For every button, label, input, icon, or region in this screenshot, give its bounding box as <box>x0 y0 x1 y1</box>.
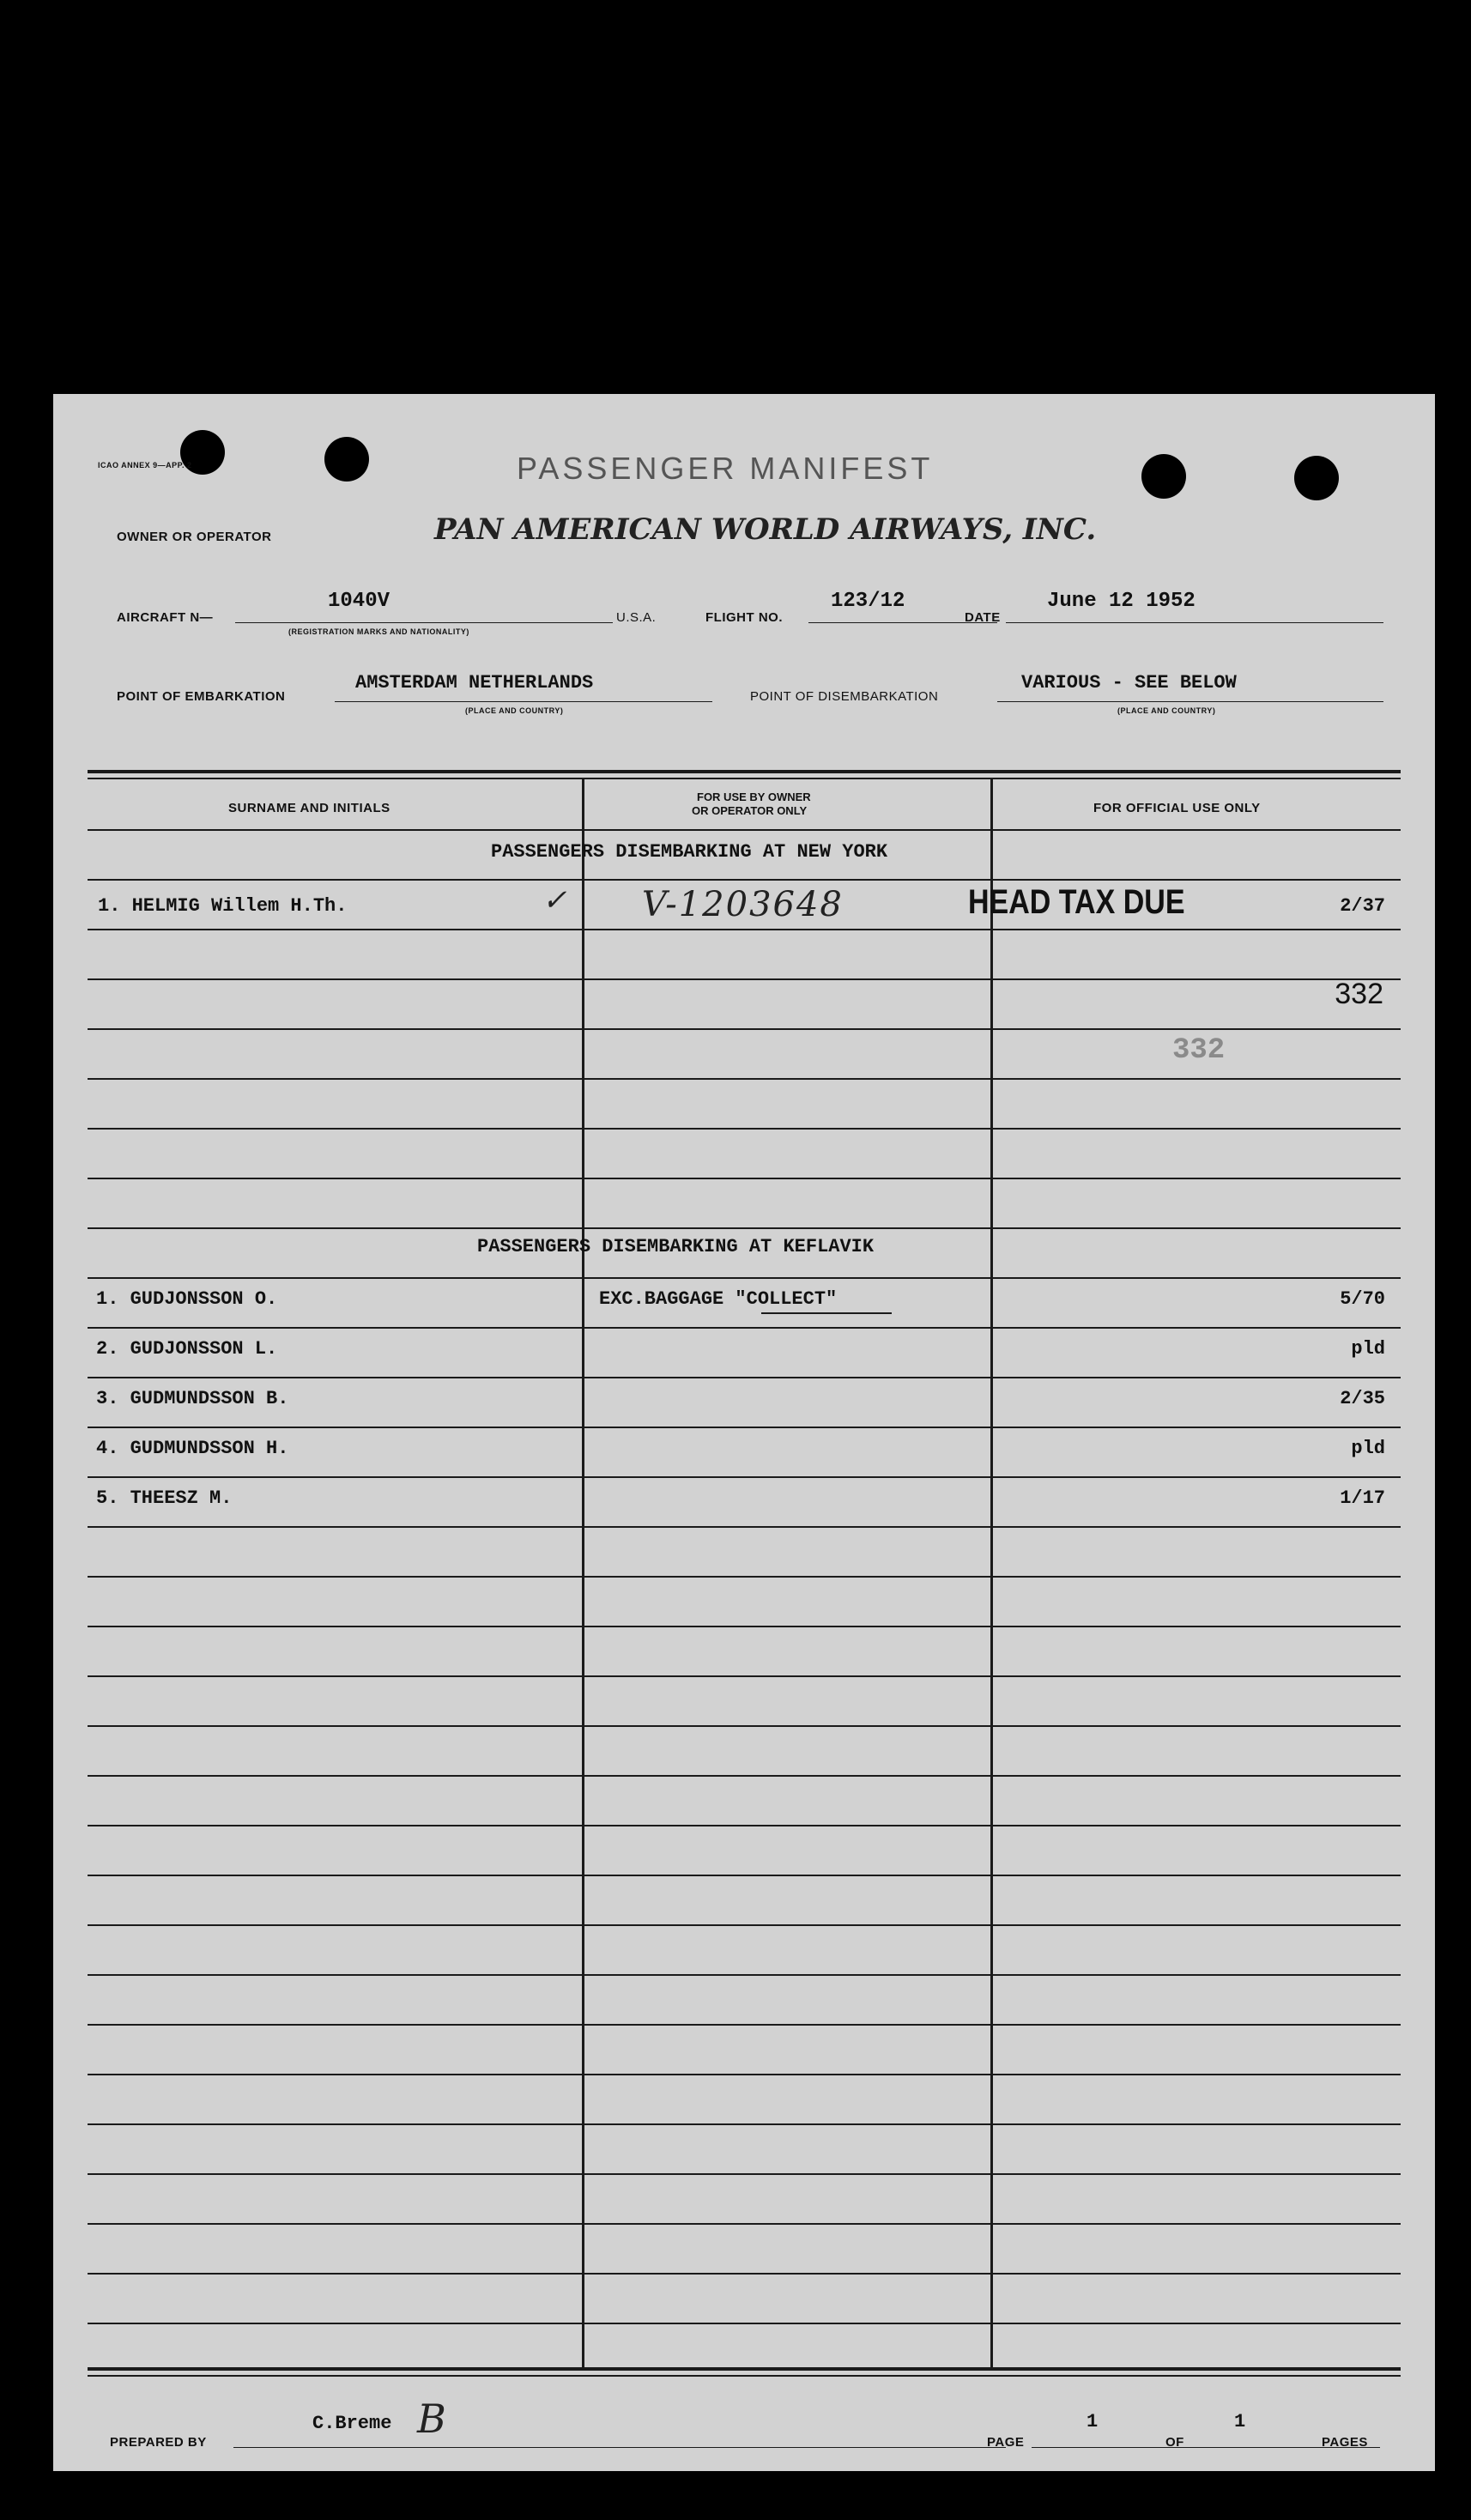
passenger-code: pld <box>1351 1338 1385 1360</box>
row-rule <box>88 1178 1401 1179</box>
disembark-value: VARIOUS - SEE BELOW <box>1021 672 1237 694</box>
passenger-name: 3. GUDMUNDSSON B. <box>96 1388 289 1409</box>
form-code: ICAO ANNEX 9—APP. 2 <box>98 461 192 469</box>
row-rule <box>88 1277 1401 1279</box>
row-rule <box>88 1576 1401 1578</box>
pages-label: PAGES <box>1322 2435 1368 2450</box>
of-value: 1 <box>1234 2411 1246 2432</box>
punch-hole <box>1294 456 1339 500</box>
table-top-rule-2 <box>88 778 1401 779</box>
flight-value: 123/12 <box>831 590 905 613</box>
table-top-rule <box>88 770 1401 773</box>
prepared-underline <box>233 2447 1006 2448</box>
date-underline <box>1006 622 1383 623</box>
passenger-name: 4. GUDMUNDSSON H. <box>96 1438 289 1459</box>
row-rule <box>88 1028 1401 1030</box>
page-value: 1 <box>1087 2411 1099 2432</box>
row-rule <box>88 2323 1401 2324</box>
owner-value: PAN AMERICAN WORLD AIRWAYS, INC. <box>434 512 1097 547</box>
passenger-code: pld <box>1351 1438 1385 1459</box>
column-header-official: FOR OFFICIAL USE ONLY <box>1093 801 1261 815</box>
aircraft-label: AIRCRAFT N— <box>117 610 214 625</box>
embark-label: POINT OF EMBARKATION <box>117 689 286 704</box>
row-rule <box>88 1974 1401 1976</box>
embark-sub: (PLACE AND COUNTRY) <box>465 706 564 715</box>
aircraft-underline <box>235 622 613 623</box>
aircraft-value: 1040V <box>328 590 390 613</box>
row-rule <box>88 1427 1401 1428</box>
row-rule <box>88 2123 1401 2125</box>
row-rule <box>88 1675 1401 1677</box>
passenger-code: 5/70 <box>1340 1288 1385 1310</box>
row-rule <box>88 1825 1401 1826</box>
punch-hole <box>324 437 369 482</box>
handwritten-number: V-1203648 <box>642 885 844 924</box>
row-rule <box>88 1526 1401 1528</box>
row-rule <box>88 2273 1401 2275</box>
passenger-code: 2/35 <box>1340 1388 1385 1409</box>
baggage-note: EXC.BAGGAGE "COLLECT" <box>599 1288 838 1310</box>
disembark-underline <box>997 701 1383 702</box>
flight-label: FLIGHT NO. <box>705 610 783 625</box>
head-tax-stamp: HEAD TAX DUE <box>968 883 1185 921</box>
usa-label: U.S.A. <box>616 610 657 625</box>
passenger-code: 1/17 <box>1340 1487 1385 1509</box>
initials: B <box>417 2396 446 2442</box>
column-divider-2 <box>990 779 993 2367</box>
aircraft-sub: (REGISTRATION MARKS AND NATIONALITY) <box>288 627 469 636</box>
section-heading-keflavik: PASSENGERS DISEMBARKING AT KEFLAVIK <box>477 1236 875 1257</box>
form-title: PASSENGER MANIFEST <box>517 451 934 486</box>
page-underline <box>1032 2447 1220 2448</box>
row-rule <box>88 1626 1401 1627</box>
date-label: DATE <box>965 610 1001 625</box>
table-bottom-rule <box>88 2367 1401 2371</box>
row-rule <box>88 929 1401 930</box>
embark-underline <box>335 701 712 702</box>
manifest-page <box>53 394 1435 2471</box>
embark-value: AMSTERDAM NETHERLANDS <box>355 672 594 694</box>
row-rule <box>88 2024 1401 2026</box>
row-rule <box>88 1875 1401 1876</box>
punch-hole <box>1141 454 1186 499</box>
disembark-label: POINT OF DISEMBARKATION <box>750 689 939 704</box>
row-rule <box>88 1725 1401 1727</box>
section-heading-new-york: PASSENGERS DISEMBARKING AT NEW YORK <box>491 841 888 863</box>
prepared-by-label: PREPARED BY <box>110 2435 207 2450</box>
row-rule <box>88 978 1401 980</box>
row-rule <box>88 1476 1401 1478</box>
passenger-name: 1. HELMIG Willem H.Th. <box>98 895 348 917</box>
tax-code: 2/37 <box>1340 895 1385 917</box>
prepared-by-value: C.Breme <box>312 2413 392 2434</box>
check-mark: ✓ <box>542 883 567 918</box>
column-header-surname: SURNAME AND INITIALS <box>228 801 390 815</box>
of-label: OF <box>1165 2435 1184 2450</box>
disembark-sub: (PLACE AND COUNTRY) <box>1117 706 1216 715</box>
row-rule <box>88 1924 1401 1926</box>
column-divider-1 <box>582 779 584 2367</box>
passenger-name: 2. GUDJONSSON L. <box>96 1338 278 1360</box>
row-rule <box>88 2223 1401 2225</box>
page-label: PAGE <box>987 2435 1025 2450</box>
row-rule <box>88 829 1401 831</box>
faded-number-332: 332 <box>1172 1034 1226 1067</box>
row-rule <box>88 1128 1401 1130</box>
row-rule <box>88 879 1401 881</box>
owner-label: OWNER OR OPERATOR <box>117 530 272 544</box>
date-value: June 12 1952 <box>1047 590 1196 613</box>
number-332: 332 <box>1335 978 1383 1010</box>
row-rule <box>88 1227 1401 1229</box>
passenger-name: 5. THEESZ M. <box>96 1487 233 1509</box>
column-header-owner-2: OR OPERATOR ONLY <box>692 804 808 817</box>
row-rule <box>88 1377 1401 1378</box>
column-header-owner-1: FOR USE BY OWNER <box>697 791 811 803</box>
row-rule <box>88 2173 1401 2175</box>
row-rule <box>88 1327 1401 1329</box>
row-rule <box>88 1775 1401 1777</box>
row-rule <box>88 1078 1401 1080</box>
row-rule <box>88 2074 1401 2075</box>
note-underline <box>761 1312 892 1314</box>
passenger-name: 1. GUDJONSSON O. <box>96 1288 278 1310</box>
table-bottom-rule-2 <box>88 2375 1401 2377</box>
